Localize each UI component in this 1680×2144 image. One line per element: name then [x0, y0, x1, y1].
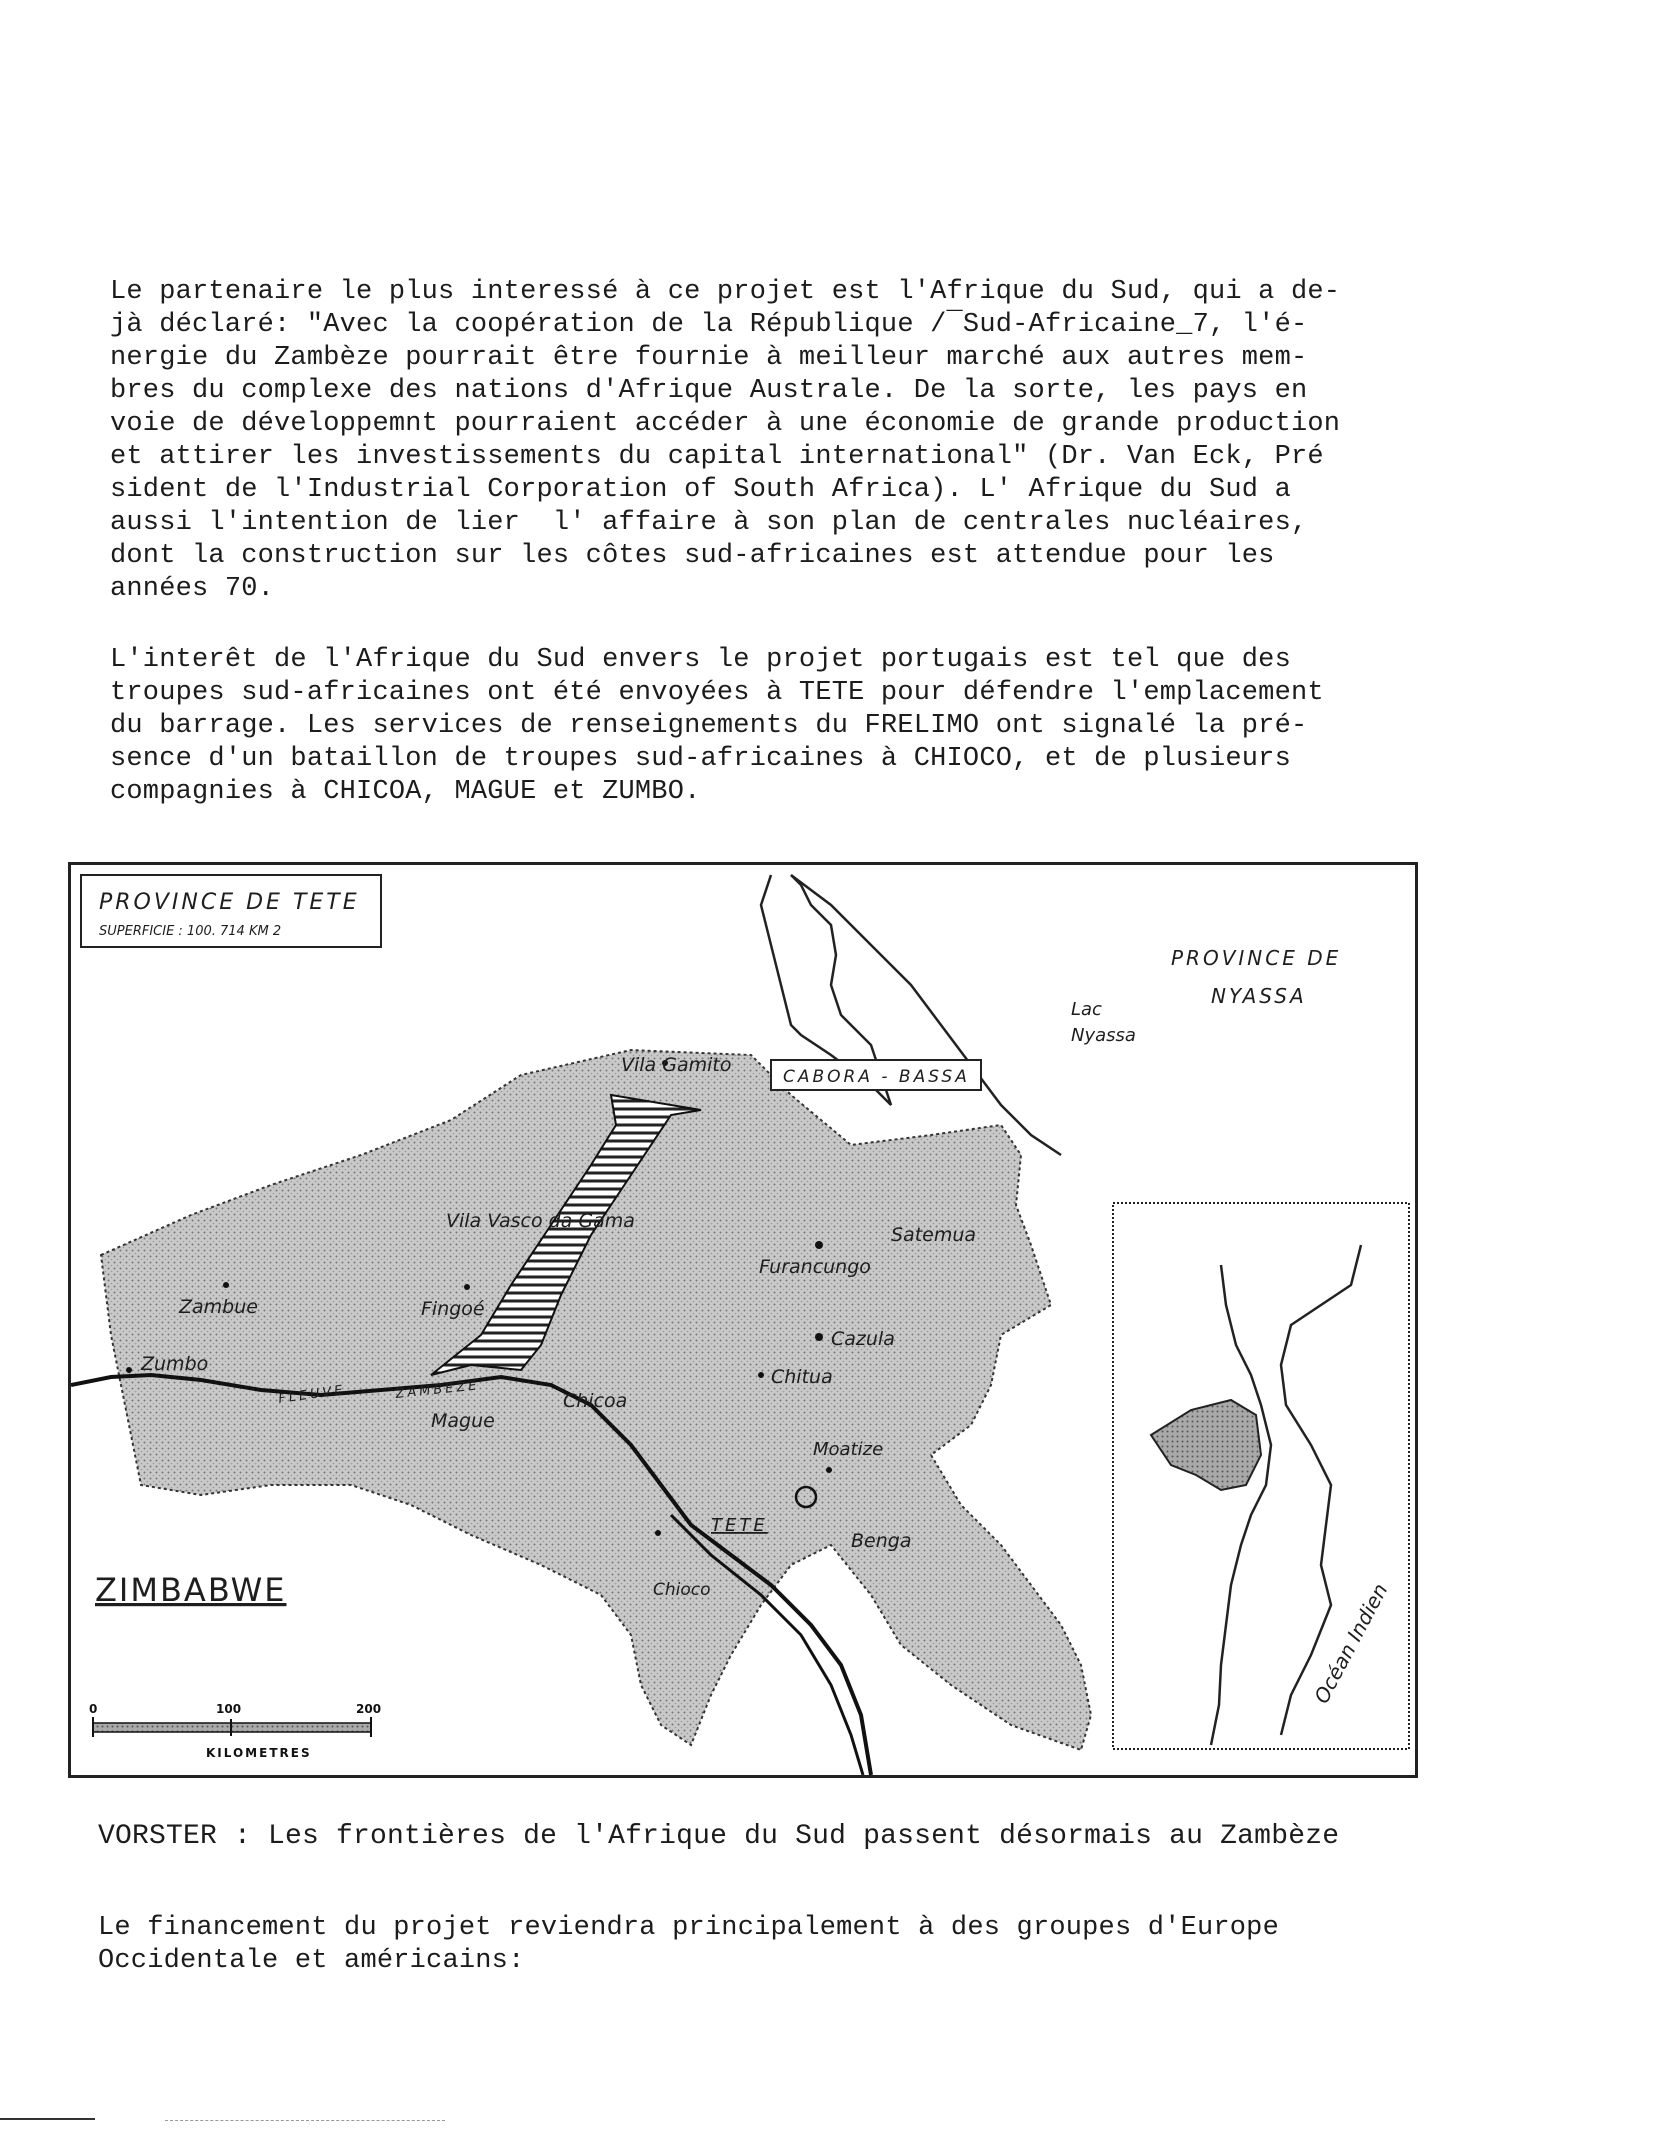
- ocean-label: Océan Indien: [1309, 1579, 1393, 1708]
- town-chicoa: Chicoa: [563, 1390, 628, 1412]
- town-benga: Benga: [851, 1530, 912, 1552]
- scale-max: 200: [356, 1702, 382, 1716]
- scale-bar: [93, 1717, 371, 1737]
- map-caption: VORSTER : Les frontières de l'Afrique du Sud passent désormais au Zambèze: [98, 1821, 1340, 1852]
- neighbor-province-line1: PROVINCE DE: [1171, 946, 1342, 970]
- province-area: SUPERFICIE : 100. 714 KM 2: [99, 924, 282, 939]
- town-mague: Mague: [431, 1410, 495, 1432]
- town-vila-gamito: Vila Gamito: [621, 1054, 732, 1076]
- scale-mid: 100: [216, 1702, 242, 1716]
- paragraph-south-africa-partner: Le partenaire le plus interessé à ce projet est l'Afrique du Sud, qui a de- jà déclaré: "Avec la coopération de la République /¯Sud-Africaine_7, l'é- nergie du Zambèze pourrait être fournie à meilleur marché aux autres mem- bres du complexe des nations d'Afrique Australe. De la sorte, les pays en voie de développemnt pourraient accéder à une économie de grande production et attirer les investissements du capital international" (Dr. Van Eck, Pré sident de l'Industrial Corporation of South Africa). L' Afrique du Sud a aussi l'intention de lier l' affaire à son plan de centrales nucléaires, dont la construction sur les côtes sud-africaines est attendue pour les années 70.: [110, 277, 1341, 604]
- town-chioco: Chioco: [653, 1580, 711, 1600]
- town-vila-vasco: Vila Vasco da Gama: [446, 1210, 635, 1232]
- town-zumbo: Zumbo: [141, 1353, 209, 1375]
- country-label-zimbabwe: ZIMBABWE: [95, 1571, 287, 1609]
- town-furancungo: Furancungo: [759, 1256, 871, 1278]
- dam-label: CABORA - BASSA: [783, 1067, 970, 1087]
- lake-label-line1: Lac: [1071, 999, 1102, 1020]
- town-moatize: Moatize: [813, 1439, 884, 1460]
- town-zambue: Zambue: [179, 1296, 258, 1318]
- nyassa-border-line: [791, 875, 1061, 1155]
- town-chitua: Chitua: [771, 1366, 833, 1388]
- town-cazula: Cazula: [831, 1328, 895, 1350]
- river-label-zambeze: ZAMBEZE: [394, 1378, 481, 1402]
- scale-zero: 0: [89, 1702, 98, 1716]
- scale-unit: KILOMETRES: [206, 1746, 312, 1760]
- map-tete-province: [68, 862, 1418, 1778]
- town-tete: TETE: [711, 1515, 768, 1536]
- paragraph-financing: Le financement du projet reviendra principalement à des groupes d'Europe Occidentale et américains:: [98, 1913, 1279, 1976]
- inset-map-frame: [1113, 1203, 1409, 1749]
- town-satemua: Satemua: [891, 1224, 977, 1246]
- footer-rule: [0, 2118, 95, 2120]
- town-fingoe: Fingoé: [421, 1298, 485, 1320]
- neighbor-province-line2: NYASSA: [1211, 984, 1307, 1008]
- paragraph-south-african-troops: L'interêt de l'Afrique du Sud envers le projet portugais est tel que des troupes sud-africaines ont été envoyées à TETE pour défendre l'emplacement du barrage. Les services de renseignements du FRELIMO ont signalé la pré- sence d'un bataillon de troupes sud-africaines à CHIOCO, et de plusieurs compagnies à CHICOA, MAGUE et ZUMBO.: [110, 645, 1324, 807]
- river-label-fleuve: FLEUVE: [277, 1382, 347, 1407]
- footer-dash-rule: [165, 2120, 445, 2121]
- province-title: PROVINCE DE TETE: [99, 890, 360, 915]
- lake-label-line2: Nyassa: [1071, 1025, 1136, 1046]
